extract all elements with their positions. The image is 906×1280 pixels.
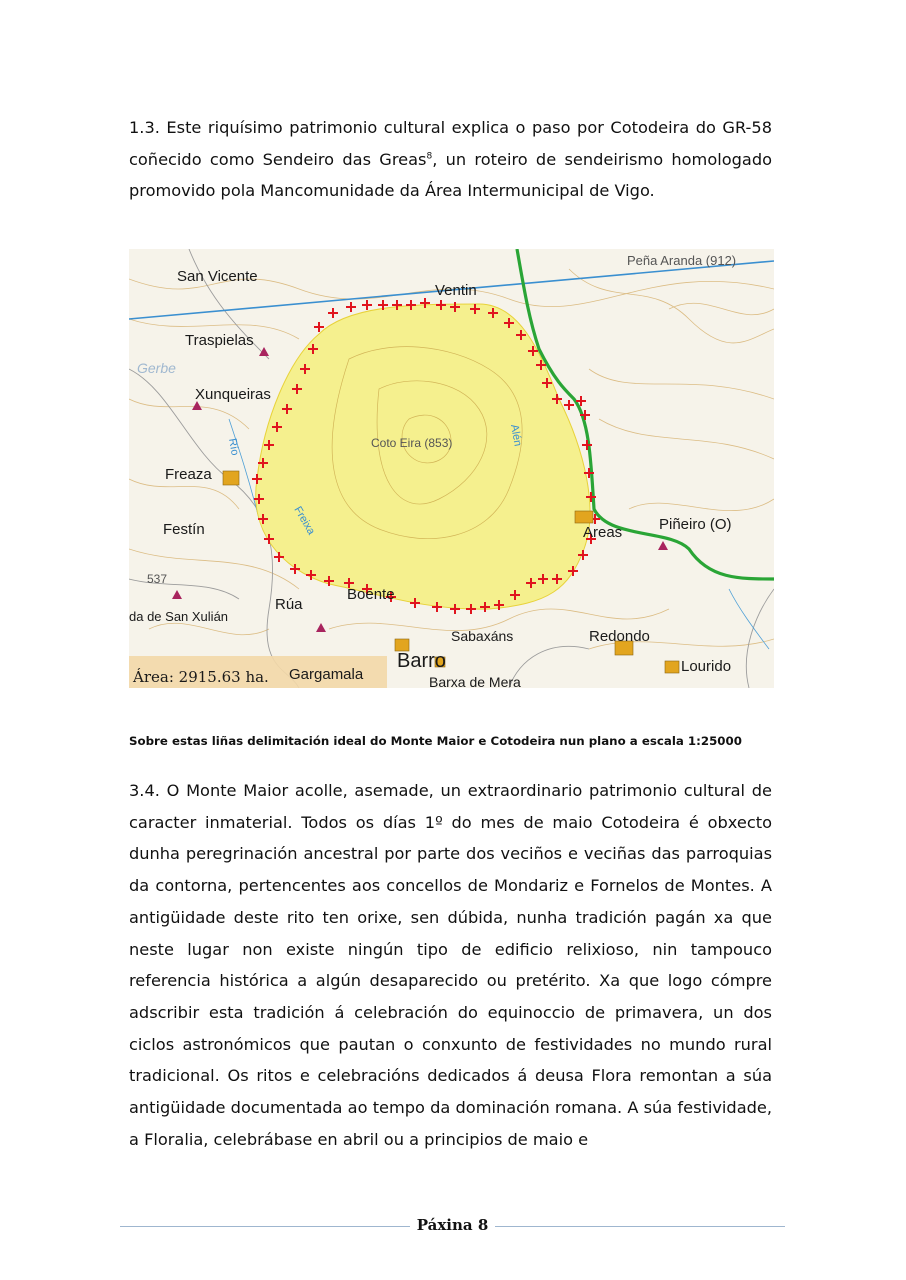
label-coto-eira: Coto Eira (853) bbox=[371, 436, 453, 450]
page-number: Páxina 8 bbox=[416, 1216, 489, 1234]
label-lourido: Lourido bbox=[681, 658, 732, 675]
label-redondo: Redondo bbox=[589, 628, 650, 645]
footer-rule-left bbox=[120, 1226, 410, 1227]
label-ventin: Ventin bbox=[435, 282, 477, 299]
label-rio: Río bbox=[226, 437, 241, 457]
label-boente: Boente bbox=[347, 586, 395, 603]
label-xunqueiras: Xunqueiras bbox=[195, 386, 271, 403]
label-pena-aranda: Peña Aranda (912) bbox=[627, 253, 737, 268]
label-pineiro: Piñeiro (O) bbox=[659, 516, 732, 533]
map-figure bbox=[129, 249, 774, 688]
label-freaza: Freaza bbox=[165, 466, 212, 483]
label-rua: Rúa bbox=[275, 596, 303, 613]
label-san-vicente: San Vicente bbox=[177, 268, 258, 285]
footnote-reference[interactable]: 8 bbox=[426, 151, 433, 162]
label-festin: Festín bbox=[163, 521, 205, 538]
topographic-map bbox=[129, 249, 774, 688]
area-text: Área: 2915.63 ha. bbox=[133, 668, 269, 686]
label-san-xulian: da de San Xulián bbox=[129, 609, 229, 624]
label-traspielas: Traspielas bbox=[185, 332, 254, 349]
label-barro: Barro bbox=[397, 650, 446, 672]
footer-rule-right bbox=[495, 1226, 785, 1227]
paragraph-2: 3.4. O Monte Maior acolle, asemade, un extraordinario patrimonio cultural de caracter inmaterial. Todos os días 1º do mes de maio Cotodeira é obxecto dunha peregrinación ancestral por parte dos veciños e veciñas das parroquias da contorna, pertencentes aos concellos de Mondariz e Fornelos de Montes. A antigüidade deste rito ten orixe, sen dúbida, nunha tradición pagán xa que neste lugar non existe ningún tipo de edificio relixioso, nin tampouco referencia histórica a algún desaparecido ou pretérito. Xa que logo cómpre adscribir esta tradición á celebración do equinoccio de primavera, un dos ciclos astronómicos que pautan o conxunto de festividades no mundo rural tradicional. Os ritos e celebracións dedicados á deusa Flora remontan a súa antigüidade documentada ao tempo da dominación romana. A súa festividade, a Floralia, celebrábase en abril ou a principios de maio e bbox=[129, 781, 772, 1149]
label-sabaxans: Sabaxáns bbox=[451, 628, 514, 644]
page-footer bbox=[120, 1214, 785, 1238]
paragraph-1 bbox=[129, 112, 772, 207]
label-alen: Alén bbox=[508, 423, 524, 448]
label-barxa-de-mera: Barxa de Mera bbox=[429, 674, 521, 688]
label-gargamala: Gargamala bbox=[289, 666, 364, 683]
label-elevation-537: 537 bbox=[147, 572, 168, 586]
label-gerbe: Gerbe bbox=[137, 360, 176, 376]
label-areas: Areas bbox=[583, 524, 623, 541]
map-caption: Sobre estas liñas delimitación ideal do Monte Maior e Cotodeira nun plano a escala 1:25000 bbox=[129, 734, 742, 748]
label-freixa: Freixa bbox=[291, 504, 318, 537]
paragraph-1-text-continued: , un roteiro de sendeirismo homologado promovido pola Mancomunidade da Área Intermunicipal de Vigo. bbox=[129, 149, 772, 201]
paragraph-1-text: 1.3. Este riquísimo patrimonio cultural explica o paso por Cotodeira do GR-58 coñecido como Sendeiro das Greas bbox=[129, 118, 772, 169]
